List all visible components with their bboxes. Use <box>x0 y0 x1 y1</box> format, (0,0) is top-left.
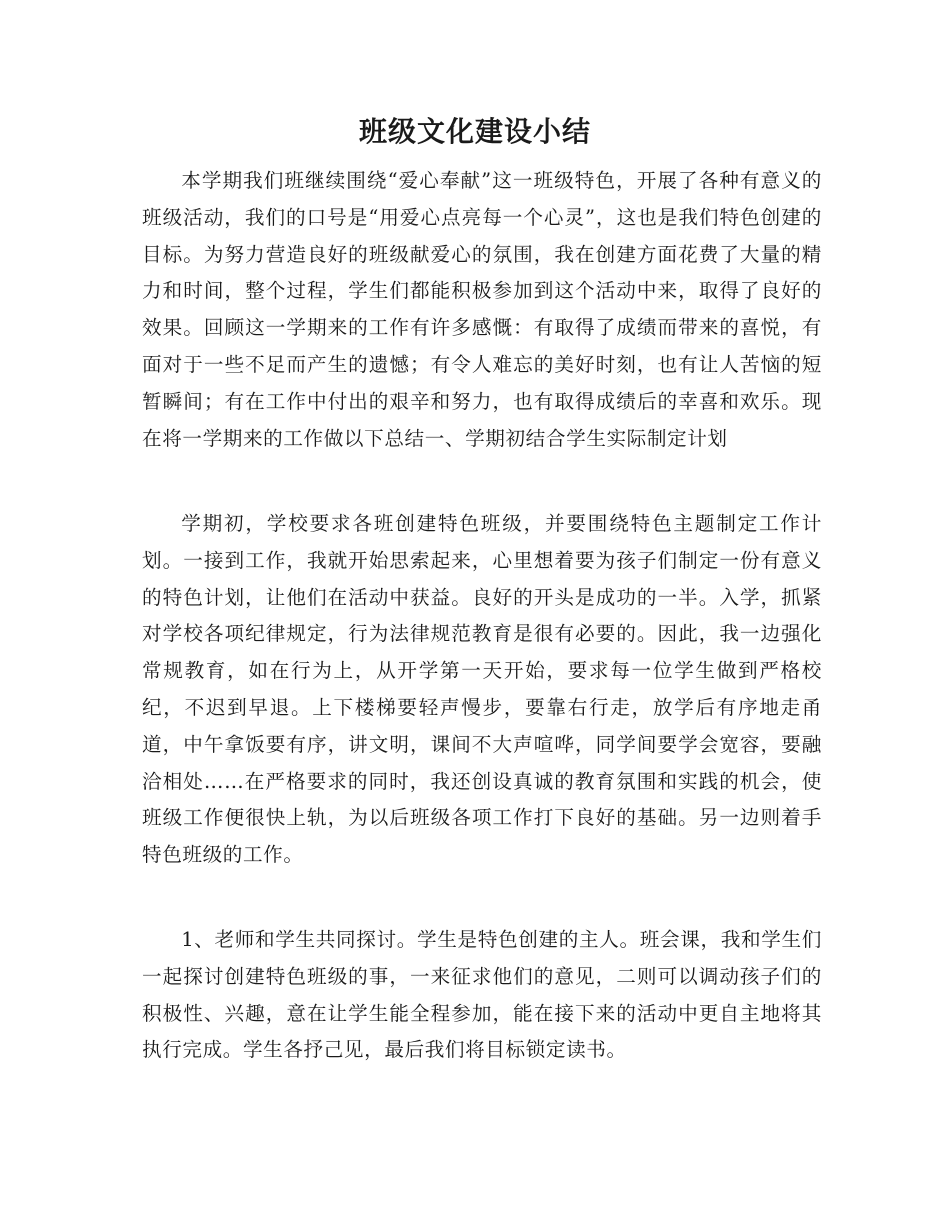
paragraph-discussion: 1、老师和学生共同探讨。学生是特色创建的主人。班会课，我和学生们一起探讨创建特色班级的事，一来征求他们的意见，二则可以调动孩子们的积极性、兴趣，意在让学生能全程参加，能在接下来的活动中更自主地将其执行完成。学生各抒己见，最后我们将目标锁定读书。 <box>142 928 822 1062</box>
document-title: 班级文化建设小结 <box>358 115 591 148</box>
paragraph-semester-start: 学期初，学校要求各班创建特色班级，并要围绕特色主题制定工作计划。一接到工作，我就开始思索起来，心里想着要为孩子们制定一份有意义的特色计划，让他们在活动中获益。良好的开头是成功的一半。入学，抓紧对学校各项纪律规定，行为法律规范教育是很有必要的。因此，我一边强化常规教育，如在行为上，从开学第一天开始，要求每一位学生做到严格校纪，不迟到早退。上下楼梯要轻声慢步，要靠右行走，放学后有序地走甬道，中午拿饭要有序，讲文明，课间不大声喧哗，同学间要学会宽容，要融洽相处……在严格要求的同时，我还创设真诚的教育氛围和实践的机会，使班级工作便很快上轨，为以后班级各项工作打下良好的基础。另一边则着手特色班级的工作。 <box>142 512 822 867</box>
paragraph-intro: 本学期我们班继续围绕“爱心奉献”这一班级特色，开展了各种有意义的班级活动，我们的口号是“用爱心点亮每一个心灵”，这也是我们特色创建的目标。为努力营造良好的班级献爱心的氛围，我在创建方面花费了大量的精力和时间，整个过程，学生们都能积极参加到这个活动中来，取得了良好的效果。回顾这一学期来的工作有许多感慨：有取得了成绩而带来的喜悦，有面对于一些不足而产生的遗憾；有令人难忘的美好时刻，也有让人苦恼的短暂瞬间；有在工作中付出的艰辛和努力，也有取得成绩后的幸喜和欢乐。现在将一学期来的工作做以下总结一、学期初结合学生实际制定计划 <box>142 169 822 450</box>
